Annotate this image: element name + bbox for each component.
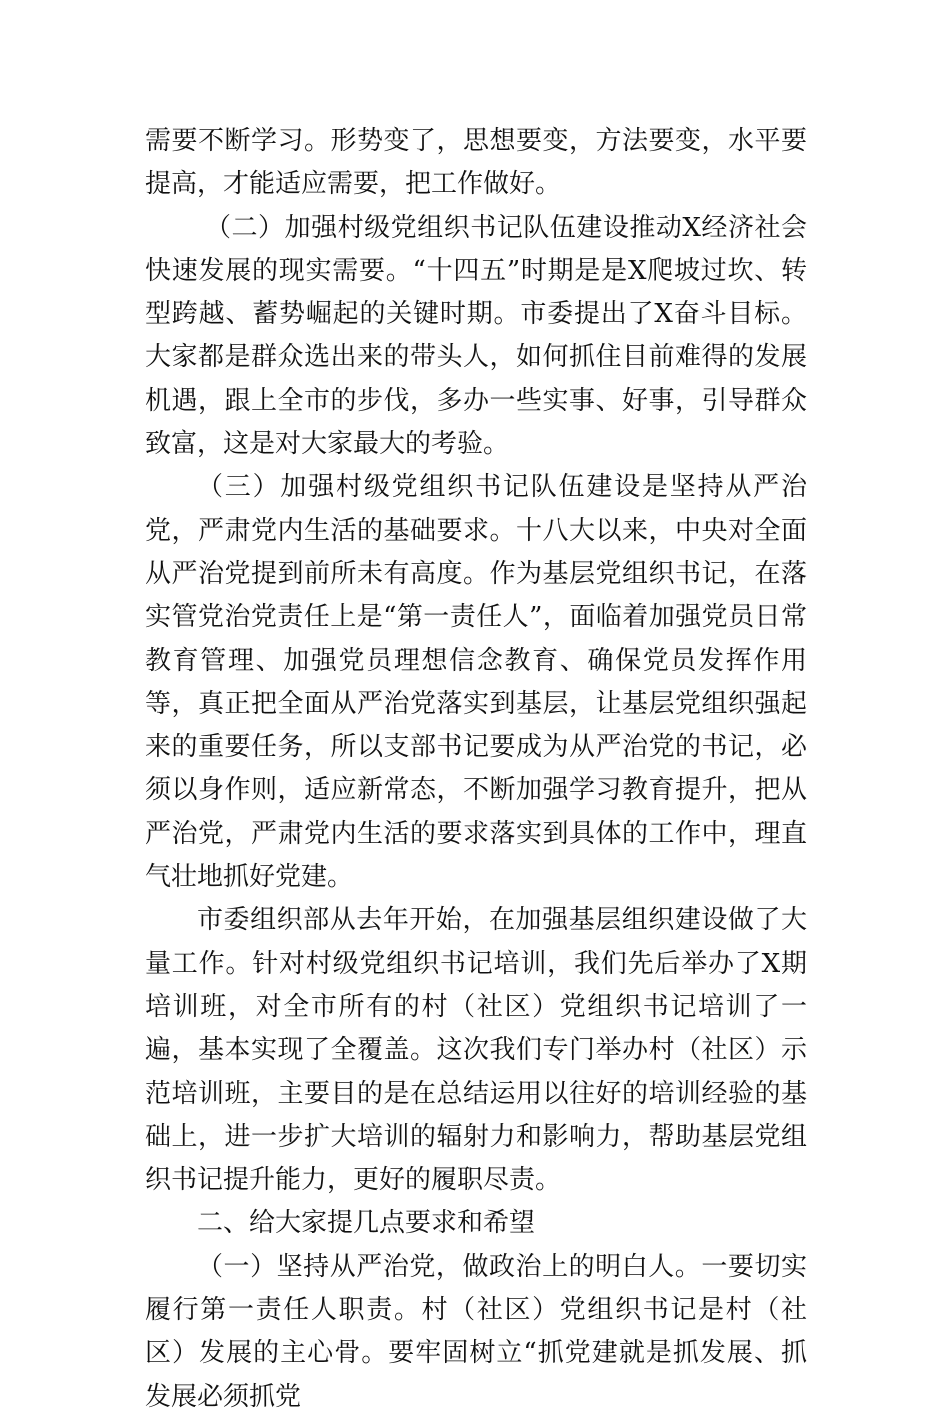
paragraph-training: 市委组织部从去年开始，在加强基层组织建设做了大量工作。针对村级党组织书记培训，我们先后举办了X期培训班，对全市所有的村（社区）党组织书记培训了一遍，基本实现了全覆盖。这次我们专门举办村（社区）示范培训班，主要目的是在总结运用以往好的培训经验的基础上，进一步扩大培训的辐射力和影响力，帮助基层党组织书记提升能力，更好的履职尽责。 xyxy=(145,905,807,1196)
paragraph-section-3: （三）加强村级党组织书记队伍建设是坚持从严治党，严肃党内生活的基础要求。十八大以来，中央对全面从严治党提到前所未有高度。作为基层党组织书记，在落实管党治党责任上是“第一责任人”，面临着加强党员日常教育管理、加强党员理想信念教育、确保党员发挥作用等，真正把全面从严治党落实到基层，让基层党组织强起来的重要任务，所以支部书记要成为从严治党的书记，必须以身作则，适应新常态，不断加强学习教育提升，把从严治党，严肃党内生活的要求落实到具体的工作中，理直气壮地抓好党建。 xyxy=(145,472,807,893)
paragraph-continuation: 需要不断学习。形势变了，思想要变，方法要变，水平要提高，才能适应需要，把工作做好。 xyxy=(145,126,807,200)
section-heading: 二、给大家提几点要求和希望 xyxy=(197,1208,536,1239)
paragraph-requirement-1: （一）坚持从严治党，做政治上的明白人。一要切实履行第一责任人职责。村（社区）党组织书记是村（社区）发展的主心骨。要牢固树立“抓党建就是抓发展、抓发展必须抓党 xyxy=(145,1251,807,1412)
paragraph-section-2: （二）加强村级党组织书记队伍建设推动X经济社会快速发展的现实需要。“十四五”时期是是X爬坡过坎、转型跨越、蓄势崛起的关键时期。市委提出了X奋斗目标。大家都是群众选出来的带头人，如何抓住目前难得的发展机遇，跟上全市的步伐，多办一些实事、好事，引导群众致富，这是对大家最大的考验。 xyxy=(145,212,807,460)
document-page xyxy=(145,120,807,1419)
